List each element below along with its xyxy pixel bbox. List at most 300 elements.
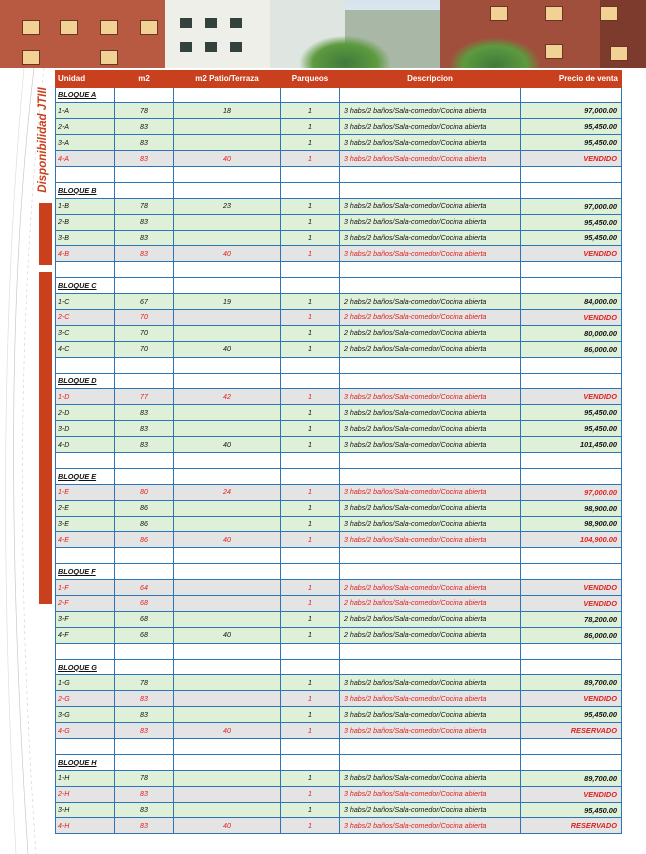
empty-cell	[56, 262, 115, 278]
parking-cell: 1	[281, 596, 340, 612]
parking-cell: 1	[281, 675, 340, 691]
price-cell: VENDIDO	[521, 596, 622, 612]
price-cell: 78,200.00	[521, 611, 622, 627]
table-row	[56, 611, 622, 627]
patio-cell	[174, 516, 281, 532]
empty-cell	[281, 278, 340, 294]
description-cell: 3 habs/2 baños/Sala-comedor/Cocina abierta	[340, 770, 521, 786]
description-cell: 2 habs/2 baños/Sala-comedor/Cocina abierta	[340, 309, 521, 325]
parking-cell: 1	[281, 532, 340, 548]
block-header-row	[56, 468, 622, 484]
header-building-photo	[0, 0, 646, 68]
table-row	[56, 246, 622, 262]
empty-cell	[281, 468, 340, 484]
parking-cell: 1	[281, 484, 340, 500]
unit-cell: 3-G	[56, 707, 115, 723]
m2-cell: 83	[115, 230, 174, 246]
unit-cell: 3-F	[56, 611, 115, 627]
table-row	[56, 691, 622, 707]
description-cell: 3 habs/2 baños/Sala-comedor/Cocina abierta	[340, 818, 521, 834]
m2-cell: 83	[115, 119, 174, 135]
price-cell: 80,000.00	[521, 325, 622, 341]
parking-cell: 1	[281, 214, 340, 230]
price-cell: 95,450.00	[521, 707, 622, 723]
table-row	[56, 500, 622, 516]
table-row	[56, 437, 622, 453]
unit-cell: 1-E	[56, 484, 115, 500]
table-header-row	[56, 71, 622, 88]
parking-cell: 1	[281, 516, 340, 532]
m2-cell: 83	[115, 405, 174, 421]
empty-cell	[340, 659, 521, 675]
price-cell: VENDIDO	[521, 309, 622, 325]
empty-cell	[281, 373, 340, 389]
price-cell: 98,900.00	[521, 516, 622, 532]
block-name: BLOQUE G	[56, 659, 115, 675]
m2-cell: 83	[115, 786, 174, 802]
table-body	[56, 87, 622, 834]
price-cell: VENDIDO	[521, 151, 622, 167]
empty-cell	[115, 87, 174, 103]
empty-cell	[115, 357, 174, 373]
table-row	[56, 230, 622, 246]
price-cell: 101,450.00	[521, 437, 622, 453]
unit-cell: 4-H	[56, 818, 115, 834]
parking-cell: 1	[281, 294, 340, 310]
block-name: BLOQUE C	[56, 278, 115, 294]
price-cell: 86,000.00	[521, 341, 622, 357]
description-cell: 3 habs/2 baños/Sala-comedor/Cocina abierta	[340, 500, 521, 516]
unit-cell: 1-H	[56, 770, 115, 786]
price-cell: 89,700.00	[521, 675, 622, 691]
empty-cell	[521, 754, 622, 770]
price-cell: VENDIDO	[521, 580, 622, 596]
empty-cell	[174, 659, 281, 675]
table-row	[56, 135, 622, 151]
parking-cell: 1	[281, 611, 340, 627]
empty-cell	[174, 87, 281, 103]
patio-cell	[174, 230, 281, 246]
table-row	[56, 516, 622, 532]
parking-cell: 1	[281, 341, 340, 357]
parking-cell: 1	[281, 802, 340, 818]
empty-cell	[56, 643, 115, 659]
parking-cell: 1	[281, 246, 340, 262]
price-cell: VENDIDO	[521, 691, 622, 707]
block-name: BLOQUE B	[56, 182, 115, 198]
parking-cell: 1	[281, 723, 340, 739]
empty-cell	[340, 754, 521, 770]
spacer-row	[56, 548, 622, 564]
table-row	[56, 707, 622, 723]
description-cell: 3 habs/2 baños/Sala-comedor/Cocina abierta	[340, 214, 521, 230]
unit-cell: 4-D	[56, 437, 115, 453]
parking-cell: 1	[281, 119, 340, 135]
spacer-row	[56, 166, 622, 182]
unit-cell: 4-C	[56, 341, 115, 357]
unit-cell: 2-A	[56, 119, 115, 135]
empty-cell	[174, 182, 281, 198]
price-cell: 104,900.00	[521, 532, 622, 548]
description-cell: 3 habs/2 baños/Sala-comedor/Cocina abierta	[340, 230, 521, 246]
block-header-row	[56, 182, 622, 198]
description-cell: 3 habs/2 baños/Sala-comedor/Cocina abierta	[340, 675, 521, 691]
parking-cell: 1	[281, 309, 340, 325]
description-cell: 2 habs/2 baños/Sala-comedor/Cocina abierta	[340, 294, 521, 310]
empty-cell	[281, 87, 340, 103]
empty-cell	[521, 659, 622, 675]
m2-cell: 80	[115, 484, 174, 500]
table-row	[56, 675, 622, 691]
parking-cell: 1	[281, 405, 340, 421]
empty-cell	[115, 182, 174, 198]
empty-cell	[115, 564, 174, 580]
parking-cell: 1	[281, 389, 340, 405]
block-name: BLOQUE E	[56, 468, 115, 484]
empty-cell	[281, 754, 340, 770]
empty-cell	[174, 452, 281, 468]
empty-cell	[56, 452, 115, 468]
description-cell: 2 habs/2 baños/Sala-comedor/Cocina abierta	[340, 596, 521, 612]
patio-cell: 40	[174, 627, 281, 643]
patio-cell	[174, 707, 281, 723]
empty-cell	[340, 643, 521, 659]
parking-cell: 1	[281, 151, 340, 167]
empty-cell	[115, 166, 174, 182]
patio-cell	[174, 580, 281, 596]
spacer-row	[56, 357, 622, 373]
description-cell: 3 habs/2 baños/Sala-comedor/Cocina abierta	[340, 103, 521, 119]
empty-cell	[174, 262, 281, 278]
side-title-label: Disponibilidad JTIII	[37, 87, 49, 193]
empty-cell	[115, 548, 174, 564]
empty-cell	[281, 166, 340, 182]
spacer-row	[56, 643, 622, 659]
empty-cell	[115, 262, 174, 278]
patio-cell	[174, 421, 281, 437]
patio-cell	[174, 325, 281, 341]
empty-cell	[521, 278, 622, 294]
unit-cell: 3-E	[56, 516, 115, 532]
price-cell: VENDIDO	[521, 246, 622, 262]
patio-cell	[174, 596, 281, 612]
m2-cell: 78	[115, 675, 174, 691]
table-row	[56, 580, 622, 596]
m2-cell: 86	[115, 516, 174, 532]
unit-cell: 3-D	[56, 421, 115, 437]
empty-cell	[521, 166, 622, 182]
empty-cell	[340, 373, 521, 389]
column-header-unidad: Unidad	[56, 71, 115, 88]
m2-cell: 83	[115, 723, 174, 739]
unit-cell: 3-C	[56, 325, 115, 341]
patio-cell	[174, 214, 281, 230]
block-header-row	[56, 754, 622, 770]
price-cell: RESERVADO	[521, 818, 622, 834]
unit-cell: 2-H	[56, 786, 115, 802]
m2-cell: 83	[115, 421, 174, 437]
unit-cell: 1-D	[56, 389, 115, 405]
empty-cell	[340, 468, 521, 484]
patio-cell	[174, 309, 281, 325]
empty-cell	[56, 357, 115, 373]
parking-cell: 1	[281, 198, 340, 214]
patio-cell	[174, 135, 281, 151]
parking-cell: 1	[281, 580, 340, 596]
patio-cell: 40	[174, 723, 281, 739]
spacer-row	[56, 739, 622, 755]
table-row	[56, 723, 622, 739]
description-cell: 3 habs/2 baños/Sala-comedor/Cocina abierta	[340, 421, 521, 437]
empty-cell	[56, 548, 115, 564]
table-row	[56, 532, 622, 548]
m2-cell: 83	[115, 437, 174, 453]
unit-cell: 4-F	[56, 627, 115, 643]
description-cell: 3 habs/2 baños/Sala-comedor/Cocina abierta	[340, 405, 521, 421]
patio-cell: 40	[174, 341, 281, 357]
availability-table	[55, 70, 622, 834]
patio-cell	[174, 675, 281, 691]
table-row	[56, 103, 622, 119]
table-row	[56, 484, 622, 500]
parking-cell: 1	[281, 437, 340, 453]
empty-cell	[174, 548, 281, 564]
description-cell: 2 habs/2 baños/Sala-comedor/Cocina abierta	[340, 627, 521, 643]
side-accent-bar	[39, 203, 52, 265]
parking-cell: 1	[281, 103, 340, 119]
table-row	[56, 405, 622, 421]
description-cell: 3 habs/2 baños/Sala-comedor/Cocina abierta	[340, 707, 521, 723]
m2-cell: 83	[115, 707, 174, 723]
m2-cell: 86	[115, 500, 174, 516]
empty-cell	[56, 739, 115, 755]
patio-cell	[174, 770, 281, 786]
patio-cell: 24	[174, 484, 281, 500]
table-row	[56, 198, 622, 214]
empty-cell	[281, 452, 340, 468]
empty-cell	[340, 166, 521, 182]
side-accent-bar	[39, 272, 52, 604]
empty-cell	[521, 739, 622, 755]
price-cell: 95,450.00	[521, 135, 622, 151]
table-row	[56, 119, 622, 135]
parking-cell: 1	[281, 135, 340, 151]
column-header-m2: m2	[115, 71, 174, 88]
empty-cell	[174, 739, 281, 755]
m2-cell: 68	[115, 627, 174, 643]
empty-cell	[340, 739, 521, 755]
m2-cell: 83	[115, 246, 174, 262]
patio-cell	[174, 786, 281, 802]
column-header-patio: m2 Patio/Terraza	[174, 71, 281, 88]
empty-cell	[174, 643, 281, 659]
empty-cell	[174, 754, 281, 770]
price-cell: 84,000.00	[521, 294, 622, 310]
column-header-descripcion: Descripcion	[340, 71, 521, 88]
m2-cell: 78	[115, 103, 174, 119]
empty-cell	[56, 166, 115, 182]
m2-cell: 64	[115, 580, 174, 596]
parking-cell: 1	[281, 500, 340, 516]
empty-cell	[174, 373, 281, 389]
m2-cell: 83	[115, 691, 174, 707]
patio-cell: 19	[174, 294, 281, 310]
patio-cell	[174, 500, 281, 516]
empty-cell	[115, 754, 174, 770]
empty-cell	[281, 739, 340, 755]
unit-cell: 2-E	[56, 500, 115, 516]
description-cell: 3 habs/2 baños/Sala-comedor/Cocina abierta	[340, 437, 521, 453]
empty-cell	[340, 357, 521, 373]
unit-cell: 2-F	[56, 596, 115, 612]
patio-cell: 40	[174, 437, 281, 453]
unit-cell: 2-B	[56, 214, 115, 230]
block-header-row	[56, 659, 622, 675]
description-cell: 3 habs/2 baños/Sala-comedor/Cocina abierta	[340, 135, 521, 151]
empty-cell	[281, 182, 340, 198]
empty-cell	[115, 643, 174, 659]
price-cell: 95,450.00	[521, 421, 622, 437]
table-row	[56, 151, 622, 167]
m2-cell: 83	[115, 135, 174, 151]
empty-cell	[174, 357, 281, 373]
empty-cell	[340, 262, 521, 278]
description-cell: 3 habs/2 baños/Sala-comedor/Cocina abierta	[340, 389, 521, 405]
price-cell: 86,000.00	[521, 627, 622, 643]
empty-cell	[340, 548, 521, 564]
block-header-row	[56, 564, 622, 580]
column-header-precio: Precio de venta	[521, 71, 622, 88]
patio-cell	[174, 691, 281, 707]
table-row	[56, 818, 622, 834]
m2-cell: 70	[115, 325, 174, 341]
table-row	[56, 341, 622, 357]
parking-cell: 1	[281, 421, 340, 437]
price-cell: 95,450.00	[521, 214, 622, 230]
empty-cell	[521, 452, 622, 468]
block-name: BLOQUE D	[56, 373, 115, 389]
unit-cell: 2-C	[56, 309, 115, 325]
patio-cell	[174, 119, 281, 135]
m2-cell: 83	[115, 802, 174, 818]
m2-cell: 78	[115, 770, 174, 786]
table-row	[56, 309, 622, 325]
table-row	[56, 770, 622, 786]
unit-cell: 4-E	[56, 532, 115, 548]
unit-cell: 4-G	[56, 723, 115, 739]
description-cell: 3 habs/2 baños/Sala-comedor/Cocina abierta	[340, 723, 521, 739]
price-cell: 89,700.00	[521, 770, 622, 786]
unit-cell: 3-B	[56, 230, 115, 246]
block-header-row	[56, 87, 622, 103]
spacer-row	[56, 262, 622, 278]
m2-cell: 83	[115, 214, 174, 230]
patio-cell: 40	[174, 151, 281, 167]
unit-cell: 1-C	[56, 294, 115, 310]
empty-cell	[281, 357, 340, 373]
empty-cell	[521, 87, 622, 103]
price-cell: 97,000.00	[521, 484, 622, 500]
price-cell: VENDIDO	[521, 389, 622, 405]
block-name: BLOQUE F	[56, 564, 115, 580]
description-cell: 3 habs/2 baños/Sala-comedor/Cocina abierta	[340, 802, 521, 818]
price-cell: 95,450.00	[521, 230, 622, 246]
patio-cell	[174, 802, 281, 818]
empty-cell	[281, 643, 340, 659]
parking-cell: 1	[281, 818, 340, 834]
spacer-row	[56, 452, 622, 468]
empty-cell	[340, 182, 521, 198]
patio-cell: 23	[174, 198, 281, 214]
empty-cell	[281, 262, 340, 278]
description-cell: 3 habs/2 baños/Sala-comedor/Cocina abierta	[340, 484, 521, 500]
empty-cell	[521, 548, 622, 564]
empty-cell	[340, 87, 521, 103]
empty-cell	[521, 357, 622, 373]
price-cell: 97,000.00	[521, 103, 622, 119]
description-cell: 3 habs/2 baños/Sala-comedor/Cocina abierta	[340, 532, 521, 548]
description-cell: 3 habs/2 baños/Sala-comedor/Cocina abierta	[340, 516, 521, 532]
parking-cell: 1	[281, 770, 340, 786]
patio-cell: 18	[174, 103, 281, 119]
price-cell: 98,900.00	[521, 500, 622, 516]
empty-cell	[521, 262, 622, 278]
unit-cell: 3-H	[56, 802, 115, 818]
table-row	[56, 214, 622, 230]
empty-cell	[521, 182, 622, 198]
price-cell: VENDIDO	[521, 786, 622, 802]
unit-cell: 1-G	[56, 675, 115, 691]
description-cell: 3 habs/2 baños/Sala-comedor/Cocina abierta	[340, 198, 521, 214]
m2-cell: 68	[115, 611, 174, 627]
description-cell: 3 habs/2 baños/Sala-comedor/Cocina abierta	[340, 691, 521, 707]
table-row	[56, 802, 622, 818]
price-cell: 95,450.00	[521, 119, 622, 135]
m2-cell: 78	[115, 198, 174, 214]
patio-cell	[174, 611, 281, 627]
unit-cell: 2-D	[56, 405, 115, 421]
empty-cell	[115, 278, 174, 294]
description-cell: 3 habs/2 baños/Sala-comedor/Cocina abierta	[340, 119, 521, 135]
parking-cell: 1	[281, 230, 340, 246]
description-cell: 3 habs/2 baños/Sala-comedor/Cocina abierta	[340, 786, 521, 802]
empty-cell	[174, 278, 281, 294]
block-name: BLOQUE H	[56, 754, 115, 770]
unit-cell: 3-A	[56, 135, 115, 151]
empty-cell	[521, 373, 622, 389]
table-row	[56, 294, 622, 310]
block-header-row	[56, 278, 622, 294]
empty-cell	[340, 278, 521, 294]
unit-cell: 1-B	[56, 198, 115, 214]
unit-cell: 2-G	[56, 691, 115, 707]
patio-cell: 40	[174, 246, 281, 262]
price-cell: 95,450.00	[521, 802, 622, 818]
table-row	[56, 596, 622, 612]
price-cell: 95,450.00	[521, 405, 622, 421]
price-cell: RESERVADO	[521, 723, 622, 739]
description-cell: 2 habs/2 baños/Sala-comedor/Cocina abierta	[340, 580, 521, 596]
m2-cell: 83	[115, 151, 174, 167]
description-cell: 3 habs/2 baños/Sala-comedor/Cocina abierta	[340, 246, 521, 262]
empty-cell	[521, 564, 622, 580]
parking-cell: 1	[281, 325, 340, 341]
unit-cell: 4-A	[56, 151, 115, 167]
empty-cell	[115, 659, 174, 675]
empty-cell	[115, 373, 174, 389]
empty-cell	[115, 739, 174, 755]
table-row	[56, 325, 622, 341]
